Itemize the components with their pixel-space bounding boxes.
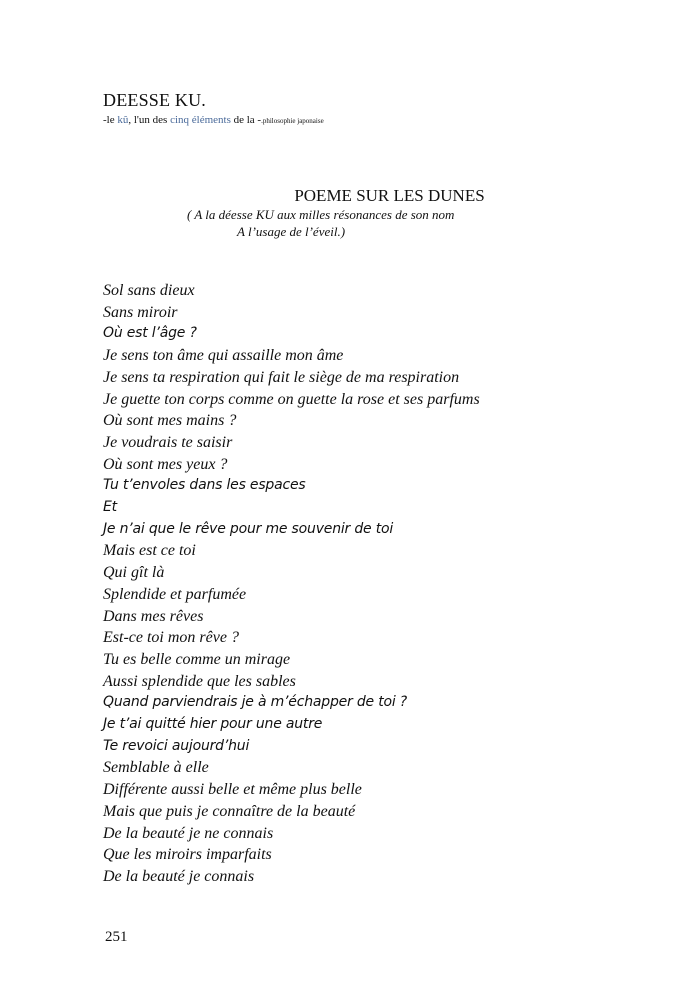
verse-line: Où sont mes mains ? [103, 412, 237, 430]
verse-line: De la beauté je connais [103, 867, 255, 885]
subtitle-mid: , l'un des [128, 114, 171, 126]
verse-line: Je t’ai quitté hier pour une autre [103, 716, 323, 733]
header-subtitle [103, 114, 324, 126]
verse-line: Sol sans dieux [103, 282, 195, 299]
verse-line: Que les miroirs imparfaits [103, 846, 272, 864]
verse-line: Tu t’envoles dans les espaces [103, 477, 306, 494]
verse-line: Je voudrais te saisir [103, 433, 233, 451]
verse-line: Splendide et parfumée [103, 585, 247, 603]
verse-line: Je sens ta respiration qui fait le siège de ma respiration [103, 368, 460, 386]
page-number: 251 [105, 929, 128, 945]
dedication-line-1: ( A la déesse KU aux milles résonances de son nom [187, 207, 455, 222]
verse-line: Mais que puis je connaître de la beauté [103, 802, 356, 820]
poem-verses [103, 280, 480, 888]
verse-line: Dans mes rêves [103, 607, 204, 625]
verse-line: Où est l’âge ? [103, 325, 197, 342]
verse-line: De la beauté je ne connais [103, 824, 274, 842]
verse-line: Est-ce toi mon rêve ? [103, 629, 239, 647]
subtitle-tiny: .philosophie japonaise [261, 117, 324, 125]
subtitle-after: de la - [230, 114, 262, 126]
verse-line: Qui gît là [103, 564, 165, 582]
verse-line: Je guette ton corps comme on guette la rose et ses parfums [103, 390, 480, 408]
verse-line: Te revoici aujourd’hui [103, 737, 250, 754]
link-ku[interactable]: kû [117, 114, 129, 126]
verse-line: Tu es belle comme un mirage [103, 650, 291, 668]
subtitle-prefix: -le [103, 114, 118, 126]
verse-line: Différente aussi belle et même plus belle [103, 781, 362, 799]
verse-line: Semblable à elle [103, 759, 209, 777]
header-title: DEESSE KU. [103, 90, 207, 110]
verse-line: Aussi splendide que les sables [103, 672, 296, 690]
link-cinq-elements[interactable]: cinq éléments [170, 114, 231, 126]
verse-line: Sans miroir [103, 303, 178, 321]
poem-title: POEME SUR LES DUNES [294, 186, 485, 205]
verse-line: Et [103, 499, 117, 516]
verse-line: Je n’ai que le rêve pour me souvenir de toi [103, 520, 394, 537]
verse-line: Quand parviendrais je à m’échapper de toi ? [103, 694, 408, 711]
verse-line: Je sens ton âme qui assaille mon âme [103, 347, 344, 365]
dedication-line-2: A l’usage de l’éveil.) [237, 224, 346, 239]
verse-line: Mais est ce toi [103, 542, 196, 560]
verse-line: Où sont mes yeux ? [103, 455, 228, 473]
